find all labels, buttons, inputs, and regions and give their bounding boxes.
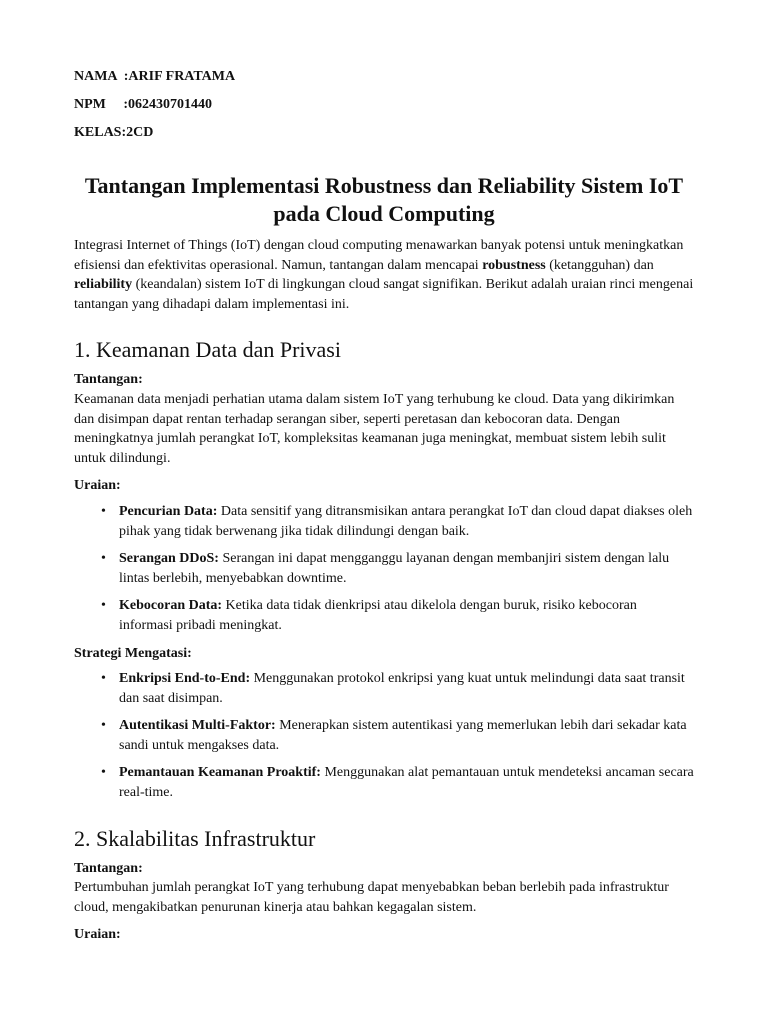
list-item [74, 549, 694, 588]
list-item-term: Kebocoran Data: [119, 598, 223, 614]
list-item-term: Serangan DDoS: [119, 551, 219, 567]
tantangan-label: Tantangan: [74, 372, 143, 388]
intro-term-robustness: robustness [482, 257, 546, 273]
student-name: NAMA :ARIF FRATAMA [74, 69, 236, 84]
intro-term-reliability: reliability [74, 277, 133, 293]
list-item-text: Ketika data tidak dienkripsi atau dikelola dengan buruk, risiko kebocoran informasi pribadi meningkat. [119, 598, 637, 633]
uraian-label: Uraian: [74, 927, 121, 943]
bullet-icon: • [101, 765, 106, 781]
list-item-term: Autentikasi Multi-Faktor: [119, 718, 276, 734]
list-item-term: Enkripsi End-to-End: [119, 671, 251, 687]
list-item-term: Pencurian Data: [119, 503, 218, 519]
section-heading: 2. Skalabilitas Infrastruktur [74, 825, 316, 851]
strategi-label: Strategi Mengatasi: [74, 645, 192, 661]
intro-text-3: (keandalan) sistem IoT di lingkungan cloud sangat signifikan. Berikut adalah uraian rinci mengenai tantangan yang dihadapi dalam implementasi ini. [74, 277, 694, 312]
intro-text-1: Integrasi Internet of Things (IoT) dengan cloud computing menawarkan banyak potensi untuk meningkatkan efisiensi dan efektivitas operasional. Namun, tantangan dalam mencapai [74, 238, 684, 273]
list-item-term: Pemantauan Keamanan Proaktif: [119, 765, 321, 781]
list-item-text: Menggunakan alat pemantauan untuk mendeteksi ancaman secara real-time. [119, 765, 694, 801]
document-title: Tantangan Implementasi Robustness dan Reliability Sistem IoT pada Cloud Computing [84, 173, 684, 226]
tantangan-label: Tantangan: [74, 860, 143, 876]
strategi-list [74, 669, 694, 803]
list-item-text: Menerapkan sistem autentikasi yang memerlukan lebih dari sekadar kata sandi untuk mengakses data. [119, 718, 687, 753]
list-item [74, 763, 694, 802]
document-body [74, 236, 694, 945]
intro-text-2: (ketangguhan) dan [545, 257, 654, 273]
bullet-icon: • [101, 671, 106, 687]
intro-paragraph [74, 236, 694, 314]
list-item [74, 502, 694, 541]
student-class: KELAS:2CD [74, 125, 154, 140]
student-npm: NPM :062430701440 [74, 97, 213, 112]
list-item [74, 596, 694, 635]
uraian-list [74, 502, 694, 636]
list-item [74, 669, 694, 708]
bullet-icon: • [101, 503, 106, 519]
bullet-icon: • [101, 598, 106, 614]
tantangan-text: Pertumbuhan jumlah perangkat IoT yang terhubung dapat menyebabkan beban berlebih pada infrastruktur cloud, mengakibatkan penurunan kinerja atau bahkan kegagalan sistem. [74, 880, 669, 915]
bullet-icon: • [101, 551, 106, 567]
list-item-text: Serangan ini dapat mengganggu layanan dengan membanjiri sistem dengan lalu lintas berlebih, menyebabkan downtime. [119, 551, 670, 586]
list-item [74, 716, 694, 755]
bullet-icon: • [101, 718, 106, 734]
uraian-label: Uraian: [74, 478, 121, 494]
list-item-text: Menggunakan protokol enkripsi yang kuat untuk melindungi data saat transit dan saat disimpan. [119, 671, 685, 706]
tantangan-text: Keamanan data menjadi perhatian utama dalam sistem IoT yang terhubung ke cloud. Data yang dikirimkan dan disimpan dapat rentan terhadap serangan siber, seperti peretasan dan kebocoran data. Dengan meningkatnya jumlah perangkat IoT, kompleksitas keamanan juga meningkat, membuat sistem lebih sulit untuk dilindungi. [74, 391, 675, 466]
section-heading: 1. Keamanan Data dan Privasi [74, 337, 341, 363]
list-item-text: Data sensitif yang ditransmisikan antara perangkat IoT dan cloud dapat diakses oleh pihak yang tidak berwenang jika tidak dilindungi dengan baik. [119, 503, 693, 539]
